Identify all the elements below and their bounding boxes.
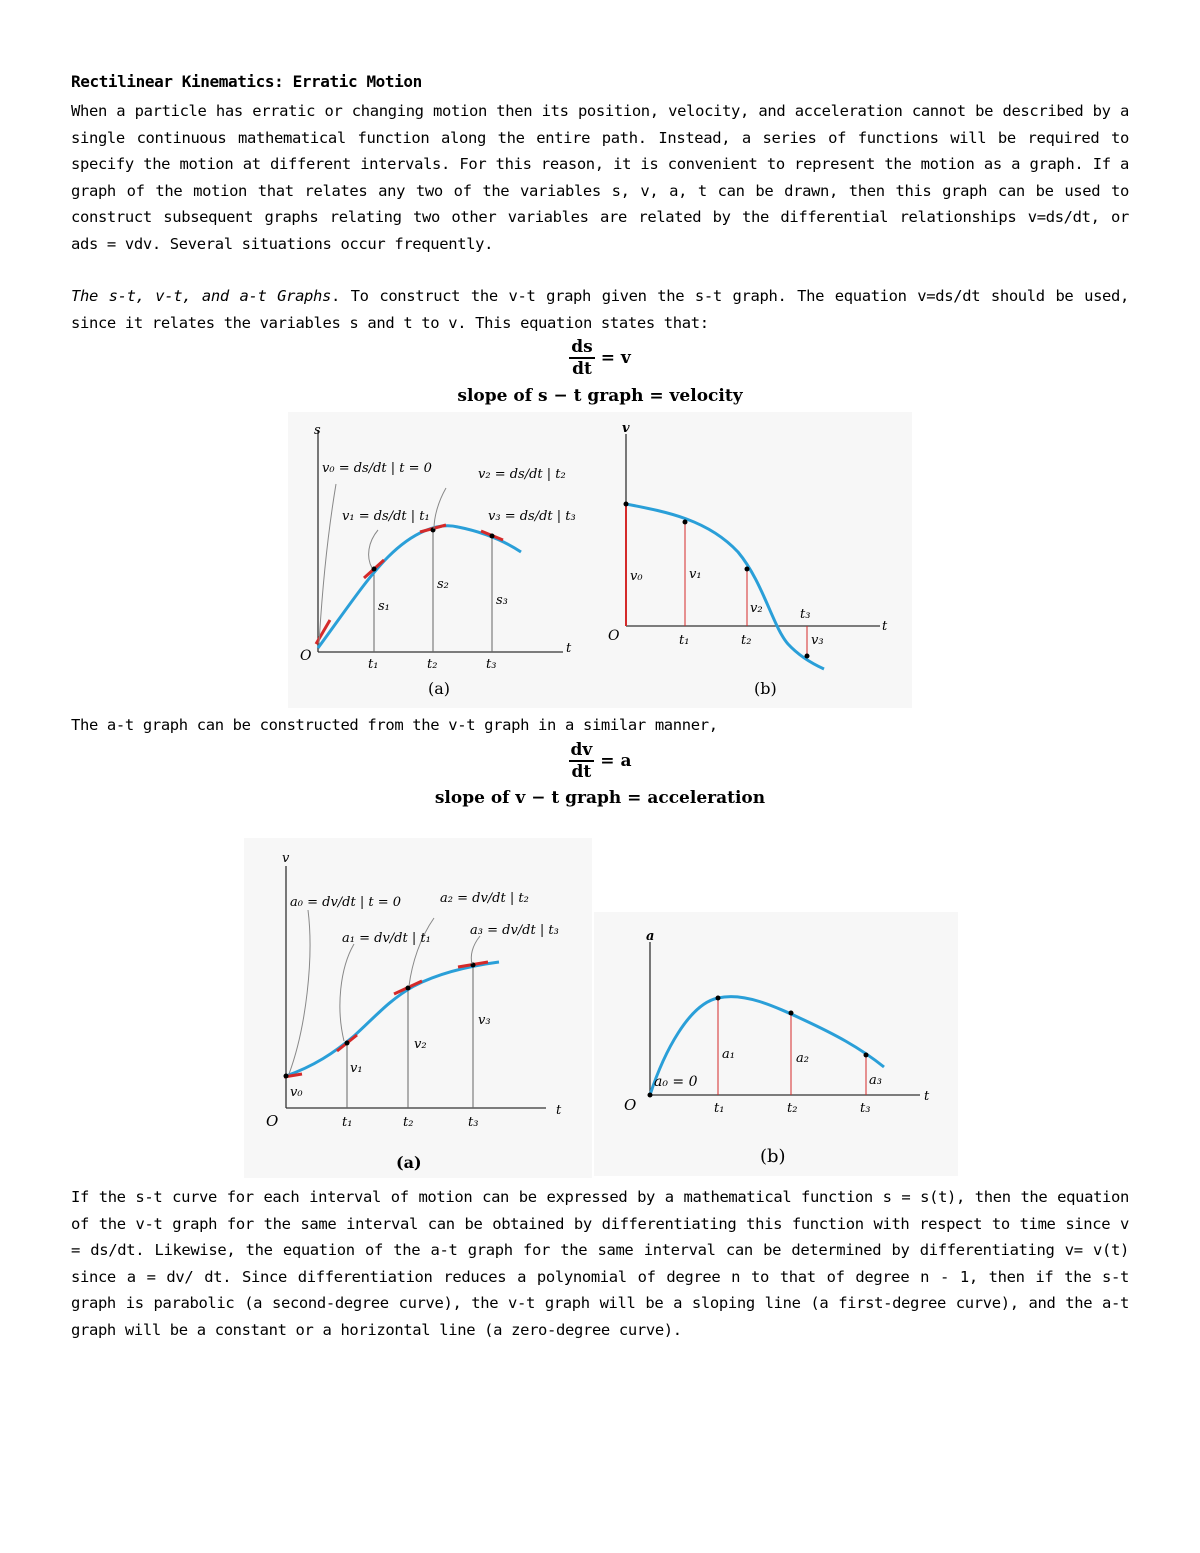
t3-tick: t₃ (860, 1101, 871, 1116)
a3-label: a₃ = dv/dt | t₃ (470, 923, 559, 938)
point-3 (864, 1053, 869, 1058)
point-1 (683, 520, 688, 525)
v3-label: v₃ (478, 1013, 491, 1028)
st-section-text: . To construct the v-t graph given the s-t graph. The equation v=ds/dt should be used, since it relates the variables s and t to v. This equation states that: (71, 287, 1129, 332)
t-axis-label: t (882, 619, 888, 634)
origin-label: O (624, 1096, 637, 1114)
fraction (569, 740, 595, 782)
st-graph (288, 412, 578, 708)
t3-tick: t₃ (486, 657, 497, 672)
point-1 (345, 1041, 350, 1046)
v0-label: v₀ = ds/dt | t = 0 (322, 461, 432, 476)
v-axis-label: v (282, 851, 290, 866)
v1-label: v₁ = ds/dt | t₁ (342, 509, 430, 524)
v1-label: v₁ (350, 1061, 363, 1076)
numerator: dv (570, 740, 593, 760)
a2-label: a₂ = dv/dt | t₂ (440, 891, 529, 906)
v0-label: v₀ (290, 1085, 303, 1100)
point-2 (406, 986, 411, 991)
t1-tick: t₁ (342, 1115, 353, 1130)
point-3 (805, 654, 810, 659)
acceleration-caption: slope of v − t graph = acceleration (434, 788, 766, 808)
s2-label: s₂ (437, 577, 449, 592)
t1-tick: t₁ (368, 657, 379, 672)
a1-label: a₁ = dv/dt | t₁ (342, 931, 431, 946)
v0-label: v₀ (630, 569, 643, 584)
t-axis-label: t (924, 1089, 930, 1104)
v2-label: v₂ = ds/dt | t₂ (478, 467, 566, 482)
t2-tick: t₂ (787, 1101, 798, 1116)
point-3 (490, 534, 495, 539)
t2-tick: t₂ (403, 1115, 414, 1130)
equation-velocity (0, 337, 1200, 379)
caption-a: (a) (396, 1153, 422, 1172)
v-axis-label: v (622, 421, 630, 436)
point-0 (624, 502, 629, 507)
caption-a: (a) (428, 679, 451, 698)
v3-label: v₃ (811, 633, 824, 648)
st-section-paragraph (71, 283, 1129, 336)
figure-background (244, 838, 592, 1178)
point-3 (471, 963, 476, 968)
velocity-caption: slope of s − t graph = velocity (457, 386, 743, 406)
v1-label: v₁ (689, 567, 702, 582)
at-intro: The a-t graph can be constructed from the v-t graph in a similar manner, (71, 716, 718, 734)
s-axis-label: s (314, 423, 321, 438)
caption-b: (b) (754, 679, 777, 698)
denominator: dt (572, 359, 592, 379)
point-1 (372, 567, 377, 572)
point-2 (789, 1011, 794, 1016)
v3-label: v₃ = ds/dt | t₃ (488, 509, 576, 524)
point-2 (745, 567, 750, 572)
origin-label: O (608, 628, 620, 644)
equation-acceleration (0, 740, 1200, 782)
denominator: dt (571, 762, 592, 782)
at-graph (594, 912, 958, 1176)
t1-tick: t₁ (714, 1101, 725, 1116)
a0-label: a₀ = 0 (654, 1074, 698, 1090)
point-2 (431, 528, 436, 533)
a2-label: a₂ (796, 1051, 809, 1066)
t1-tick: t₁ (679, 633, 690, 648)
v2-label: v₂ (414, 1037, 427, 1052)
origin-label: O (300, 648, 312, 664)
figure-background (594, 912, 958, 1176)
t3-tick: t₃ (800, 607, 811, 622)
numerator: ds (571, 337, 593, 357)
point-1 (716, 996, 721, 1001)
a0-label: a₀ = dv/dt | t = 0 (290, 895, 402, 910)
a1-label: a₁ (722, 1047, 735, 1062)
vt-graph (578, 412, 912, 708)
equation-rhs: = a (600, 751, 632, 771)
equation-rhs: = v (600, 348, 631, 368)
point-0 (284, 1074, 289, 1079)
t-axis-label: t (556, 1103, 562, 1118)
page-heading: Rectilinear Kinematics: Erratic Motion (71, 72, 422, 91)
intro-paragraph: When a particle has erratic or changing motion then its position, velocity, and acceleration cannot be described by a single continuous mathematical function along the entire path. Instead, a series of functions will be required to specify the motion at different intervals. For this reason, it is convenient to represent the motion as a graph. If a graph of the motion that relates any two of the variables s, v, a, t can be drawn, then this graph can be used to construct subsequent graphs relating two other variables are related by the differential relationships v=ds/dt, or ads = vdv. Several situations occur frequently. (71, 102, 1129, 253)
t2-tick: t₂ (741, 633, 752, 648)
s3-label: s₃ (496, 593, 508, 608)
caption-b: (b) (760, 1146, 786, 1167)
origin-label: O (266, 1112, 279, 1130)
fraction (569, 337, 594, 379)
v2-label: v₂ (750, 601, 763, 616)
s1-label: s₁ (378, 599, 390, 614)
vt-tangent-graph (244, 838, 592, 1178)
t2-tick: t₂ (427, 657, 438, 672)
point-0 (648, 1093, 653, 1098)
conclusion-paragraph: If the s-t curve for each interval of motion can be expressed by a mathematical function s = s(t), then the equation of the v-t graph for the same interval can be obtained by differentiating this function with respect to time since v = ds/dt. Likewise, the equation of the a-t graph for the same interval can be determined by differentiating v= v(t) since a = dv/ dt. Since differentiation reduces a polynomial of degree n to that of degree n - 1, then if the s-t graph is parabolic (a second-degree curve), the v-t graph will be a sloping line (a first-degree curve), and the a-t graph will be a constant or a horizontal line (a zero-degree curve). (71, 1188, 1129, 1339)
t3-tick: t₃ (468, 1115, 479, 1130)
a-axis-label: a (646, 929, 655, 944)
a3-label: a₃ (869, 1073, 882, 1088)
t-axis-label: t (566, 641, 572, 656)
st-section-title: The s-t, v-t, and a-t Graphs (71, 287, 332, 305)
